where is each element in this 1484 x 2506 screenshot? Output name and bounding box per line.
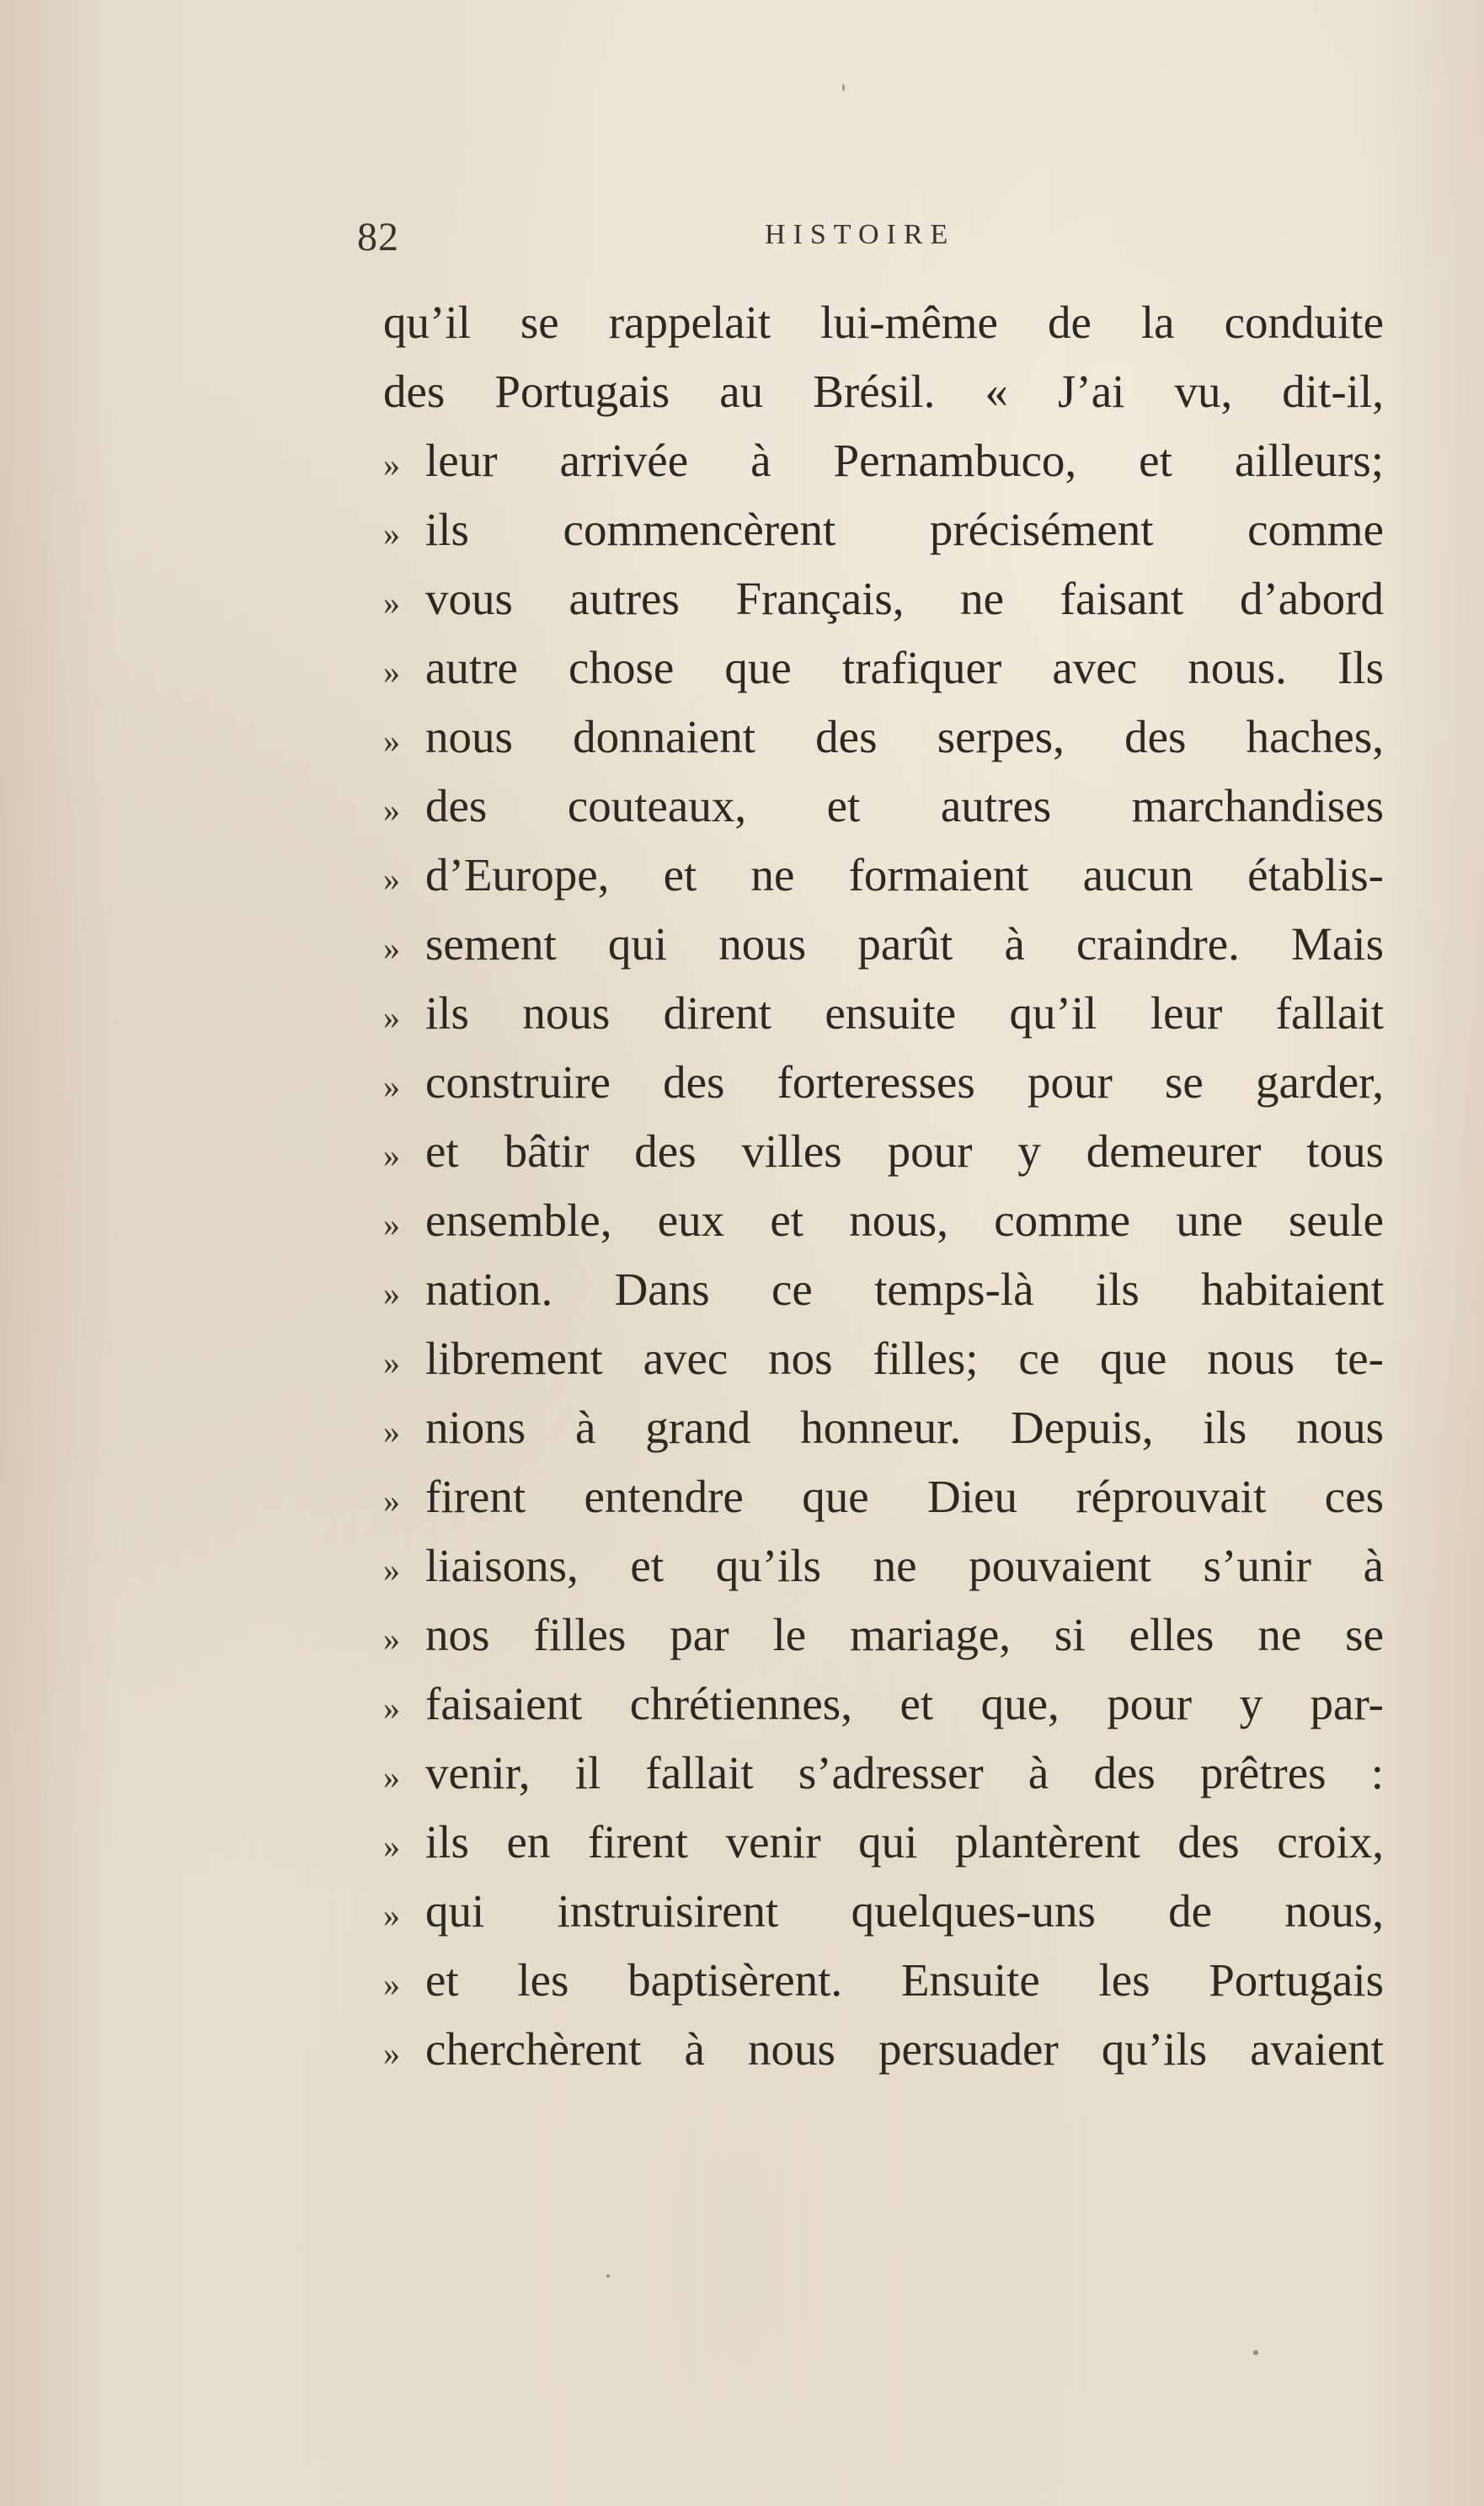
quote-mark: »: [383, 1827, 400, 1865]
quote-mark: »: [383, 515, 400, 553]
paper-speck: [842, 84, 845, 91]
quote-mark: »: [383, 1274, 400, 1312]
text-line: [383, 1393, 1384, 1462]
line-text: et bâtir des villes pour y demeurer tous: [425, 1125, 1384, 1177]
text-line: [383, 1255, 1384, 1324]
text-line: [383, 426, 1384, 495]
text-line: [383, 979, 1384, 1048]
quote-mark: »: [383, 653, 400, 691]
line-text: vous autres Français, ne faisant d’abord: [425, 573, 1384, 624]
line-text: cherchèrent à nous persuader qu’ils avaient: [425, 2023, 1384, 2075]
line-text: des couteaux, et autres marchandises: [425, 780, 1384, 831]
line-text: des Portugais au Brésil. « J’ai vu, dit-il,: [383, 366, 1384, 417]
text-line: [383, 564, 1384, 633]
line-text: ils nous dirent ensuite qu’il leur fallait: [425, 987, 1384, 1039]
quote-mark: »: [383, 584, 400, 622]
text-line: [383, 1739, 1384, 1808]
quote-mark: »: [383, 1620, 400, 1658]
line-text: qu’il se rappelait lui-même de la conduite: [383, 297, 1384, 348]
line-text: librement avec nos filles; ce que nous te-: [425, 1333, 1384, 1384]
paper-speck: [606, 2274, 610, 2278]
text-line: [383, 772, 1384, 841]
text-line: [383, 1186, 1384, 1255]
quote-mark: »: [383, 722, 400, 760]
text-line: [383, 1531, 1384, 1600]
line-text: nation. Dans ce temps-là ils habitaient: [425, 1264, 1384, 1315]
page-header: [0, 199, 1484, 266]
quote-mark: »: [383, 1205, 400, 1243]
quote-mark: »: [383, 1067, 400, 1105]
line-text: qui instruisirent quelques-uns de nous,: [425, 1885, 1384, 1937]
body-text: [383, 288, 1384, 2084]
line-text: faisaient chrétiennes, et que, pour y par-: [425, 1678, 1384, 1729]
line-text: et les baptisèrent. Ensuite les Portugais: [425, 1954, 1384, 2006]
quote-mark: »: [383, 929, 400, 967]
quote-mark: »: [383, 1482, 400, 1520]
quote-mark: »: [383, 2034, 400, 2072]
line-text: nous donnaient des serpes, des haches,: [425, 711, 1384, 762]
text-line: [383, 1600, 1384, 1670]
text-line: [383, 1877, 1384, 1946]
paper-speck: [1253, 2350, 1258, 2355]
line-text: liaisons, et qu’ils ne pouvaient s’unir à: [425, 1540, 1384, 1591]
line-text: leur arrivée à Pernambuco, et ailleurs;: [425, 435, 1384, 486]
quote-mark: »: [383, 791, 400, 829]
text-line: [383, 1670, 1384, 1739]
text-line: [383, 633, 1384, 703]
text-line: [383, 1462, 1384, 1531]
text-line: [383, 1117, 1384, 1186]
quote-mark: »: [383, 1344, 400, 1381]
line-text: venir, il fallait s’adresser à des prêtres :: [425, 1747, 1384, 1798]
text-line: [383, 910, 1384, 979]
text-line: [383, 495, 1384, 564]
text-line: [383, 288, 1384, 357]
quote-mark: »: [383, 1136, 400, 1174]
quote-mark: »: [383, 1413, 400, 1451]
quote-mark: »: [383, 998, 400, 1036]
text-line: [383, 841, 1384, 910]
running-head: HISTOIRE: [765, 219, 956, 250]
line-text: autre chose que trafiquer avec nous. Ils: [425, 642, 1384, 693]
quote-mark: »: [383, 1896, 400, 1934]
line-text: ensemble, eux et nous, comme une seule: [425, 1194, 1384, 1246]
line-text: construire des forteresses pour se garder,: [425, 1056, 1384, 1108]
text-line: [383, 357, 1384, 426]
line-text: ils en firent venir qui plantèrent des croix,: [425, 1816, 1384, 1867]
quote-mark: »: [383, 1551, 400, 1589]
quote-mark: »: [383, 1758, 400, 1796]
text-line: [383, 1048, 1384, 1117]
line-text: nions à grand honneur. Depuis, ils nous: [425, 1402, 1384, 1453]
line-text: ils commencèrent précisément comme: [425, 504, 1384, 555]
text-line: [383, 1324, 1384, 1393]
line-text: nos filles par le mariage, si elles ne se: [425, 1609, 1384, 1660]
quote-mark: »: [383, 860, 400, 898]
line-text: d’Europe, et ne formaient aucun établis-: [425, 849, 1384, 900]
line-text: firent entendre que Dieu réprouvait ces: [425, 1471, 1384, 1522]
quote-mark: »: [383, 446, 400, 484]
text-line: [383, 703, 1384, 772]
text-line: [383, 2015, 1384, 2084]
page-number: 82: [357, 215, 399, 259]
line-text: sement qui nous parût à craindre. Mais: [425, 918, 1384, 970]
text-line: [383, 1946, 1384, 2015]
quote-mark: »: [383, 1689, 400, 1727]
text-line: [383, 1808, 1384, 1877]
quote-mark: »: [383, 1965, 400, 2003]
